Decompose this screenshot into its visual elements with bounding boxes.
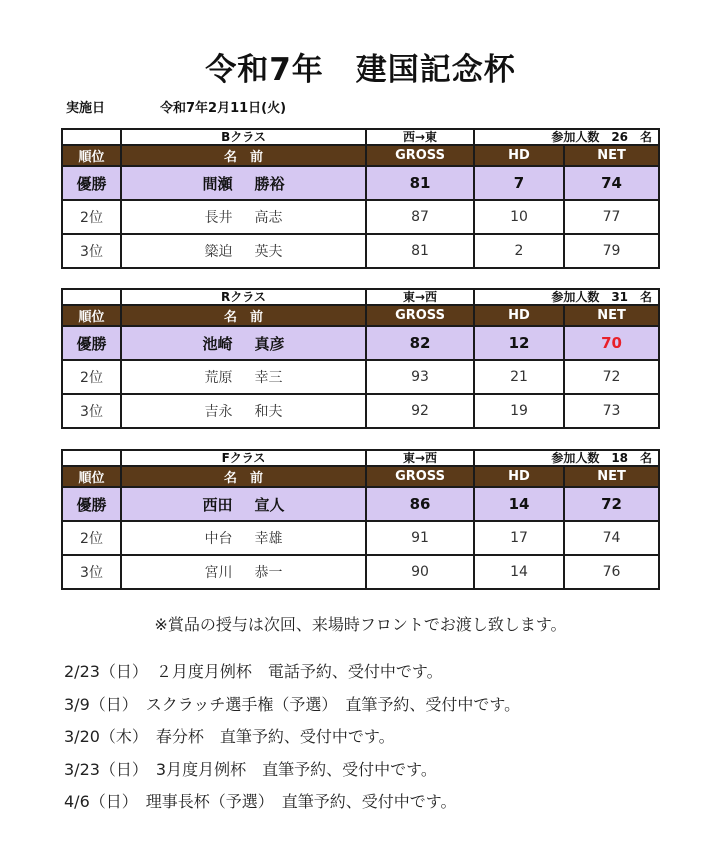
handicap: 21 bbox=[474, 360, 564, 394]
class-name: Rクラス bbox=[121, 289, 366, 305]
net-score: 72 bbox=[564, 360, 659, 394]
handicap: 17 bbox=[474, 521, 564, 555]
gross-score: 81 bbox=[366, 166, 474, 200]
handicap: 14 bbox=[474, 555, 564, 589]
results-table-b-class bbox=[61, 128, 660, 269]
table-row-winner bbox=[62, 326, 659, 360]
player-name bbox=[121, 394, 366, 428]
net-score-highlight: 70 bbox=[564, 326, 659, 360]
player-name bbox=[121, 521, 366, 555]
upcoming-events-list bbox=[64, 656, 520, 819]
player-name bbox=[121, 166, 366, 200]
column-header-row bbox=[62, 145, 659, 166]
course-direction: 東→西 bbox=[366, 289, 474, 305]
gross-score: 90 bbox=[366, 555, 474, 589]
player-name bbox=[121, 234, 366, 268]
results-table-f-class bbox=[61, 449, 660, 590]
col-rank: 順位 bbox=[62, 145, 121, 166]
given-name: 宣人 bbox=[254, 495, 285, 514]
player-name bbox=[121, 487, 366, 521]
net-score: 72 bbox=[564, 487, 659, 521]
col-gross: GROSS bbox=[366, 305, 474, 326]
list-item: 4/6（日） 理事長杯（予選） 直筆予約、受付中です。 bbox=[64, 792, 457, 811]
gross-score: 93 bbox=[366, 360, 474, 394]
col-hd: HD bbox=[474, 466, 564, 487]
given-name: 幸雄 bbox=[254, 531, 283, 547]
table-row bbox=[62, 200, 659, 234]
given-name: 幸三 bbox=[254, 370, 283, 386]
handicap: 14 bbox=[474, 487, 564, 521]
handicap: 7 bbox=[474, 166, 564, 200]
class-name: Bクラス bbox=[121, 129, 366, 145]
family-name: 間瀬 bbox=[202, 174, 233, 193]
rank-cell: 3位 bbox=[62, 234, 121, 268]
results-table-r-class bbox=[61, 288, 660, 429]
course-direction: 西→東 bbox=[366, 129, 474, 145]
rank-cell: 2位 bbox=[62, 200, 121, 234]
participant-count: 参加人数 26 名 bbox=[474, 129, 659, 145]
net-score: 76 bbox=[564, 555, 659, 589]
column-header-row bbox=[62, 466, 659, 487]
table-row bbox=[62, 394, 659, 428]
col-name: 名 前 bbox=[121, 466, 366, 487]
col-rank: 順位 bbox=[62, 466, 121, 487]
table-row bbox=[62, 360, 659, 394]
class-info-blank bbox=[62, 129, 121, 145]
family-name: 荒原 bbox=[204, 370, 233, 386]
col-hd: HD bbox=[474, 305, 564, 326]
given-name: 勝裕 bbox=[254, 174, 285, 193]
col-net: NET bbox=[564, 305, 659, 326]
course-direction: 東→西 bbox=[366, 450, 474, 466]
class-info-row bbox=[62, 129, 659, 145]
family-name: 中台 bbox=[204, 531, 233, 547]
net-score: 73 bbox=[564, 394, 659, 428]
handicap: 2 bbox=[474, 234, 564, 268]
family-name: 西田 bbox=[202, 495, 233, 514]
col-hd: HD bbox=[474, 145, 564, 166]
table-row bbox=[62, 555, 659, 589]
class-info-row bbox=[62, 450, 659, 466]
list-item: 3/23（日） 3月度月例杯 直筆予約、受付中です。 bbox=[64, 759, 437, 779]
gross-score: 91 bbox=[366, 521, 474, 555]
given-name: 高志 bbox=[254, 210, 283, 226]
handicap: 10 bbox=[474, 200, 564, 234]
list-item: 3/20（木） 春分杯 直筆予約、受付中です。 bbox=[64, 727, 395, 746]
family-name: 池崎 bbox=[202, 334, 233, 353]
rank-cell: 2位 bbox=[62, 360, 121, 394]
participant-count: 参加人数 18 名 bbox=[474, 450, 659, 466]
rank-cell: 優勝 bbox=[62, 326, 121, 360]
event-date-value: 令和7年2月11日(火) bbox=[160, 101, 287, 116]
class-info-blank bbox=[62, 450, 121, 466]
table-row-winner bbox=[62, 166, 659, 200]
list-item: 2/23（日） ２月度月例杯 電話予約、受付中です。 bbox=[64, 662, 443, 681]
net-score: 79 bbox=[564, 234, 659, 268]
page-title: 令和7年 建国記念杯 bbox=[205, 52, 516, 88]
net-score: 74 bbox=[564, 166, 659, 200]
gross-score: 82 bbox=[366, 326, 474, 360]
list-item: 3/9（日） スクラッチ選手権（予選） 直筆予約、受付中です。 bbox=[64, 694, 521, 714]
table-row bbox=[62, 234, 659, 268]
player-name bbox=[121, 360, 366, 394]
table-row bbox=[62, 521, 659, 555]
given-name: 恭一 bbox=[254, 565, 283, 581]
rank-cell: 2位 bbox=[62, 521, 121, 555]
col-name: 名 前 bbox=[121, 145, 366, 166]
player-name bbox=[121, 555, 366, 589]
family-name: 長井 bbox=[204, 210, 233, 226]
participant-count: 参加人数 31 名 bbox=[474, 289, 659, 305]
event-date-label: 実施日 bbox=[66, 101, 106, 116]
rank-cell: 3位 bbox=[62, 394, 121, 428]
gross-score: 92 bbox=[366, 394, 474, 428]
family-name: 簗迫 bbox=[204, 244, 233, 260]
col-gross: GROSS bbox=[366, 466, 474, 487]
col-net: NET bbox=[564, 466, 659, 487]
given-name: 真彦 bbox=[254, 334, 285, 353]
handicap: 12 bbox=[474, 326, 564, 360]
rank-cell: 優勝 bbox=[62, 166, 121, 200]
net-score: 74 bbox=[564, 521, 659, 555]
class-info-row bbox=[62, 289, 659, 305]
table-row-winner bbox=[62, 487, 659, 521]
col-name: 名 前 bbox=[121, 305, 366, 326]
rank-cell: 優勝 bbox=[62, 487, 121, 521]
prize-notice: ※賞品の授与は次回、来場時フロントでお渡し致します。 bbox=[154, 615, 567, 634]
rank-cell: 3位 bbox=[62, 555, 121, 589]
col-net: NET bbox=[564, 145, 659, 166]
col-rank: 順位 bbox=[62, 305, 121, 326]
column-header-row bbox=[62, 305, 659, 326]
col-gross: GROSS bbox=[366, 145, 474, 166]
family-name: 宮川 bbox=[204, 565, 233, 581]
family-name: 吉永 bbox=[204, 404, 233, 420]
net-score: 77 bbox=[564, 200, 659, 234]
given-name: 和夫 bbox=[254, 404, 283, 420]
class-info-blank bbox=[62, 289, 121, 305]
gross-score: 86 bbox=[366, 487, 474, 521]
player-name bbox=[121, 200, 366, 234]
gross-score: 87 bbox=[366, 200, 474, 234]
given-name: 英夫 bbox=[254, 244, 283, 260]
class-name: Fクラス bbox=[121, 450, 366, 466]
player-name bbox=[121, 326, 366, 360]
gross-score: 81 bbox=[366, 234, 474, 268]
handicap: 19 bbox=[474, 394, 564, 428]
